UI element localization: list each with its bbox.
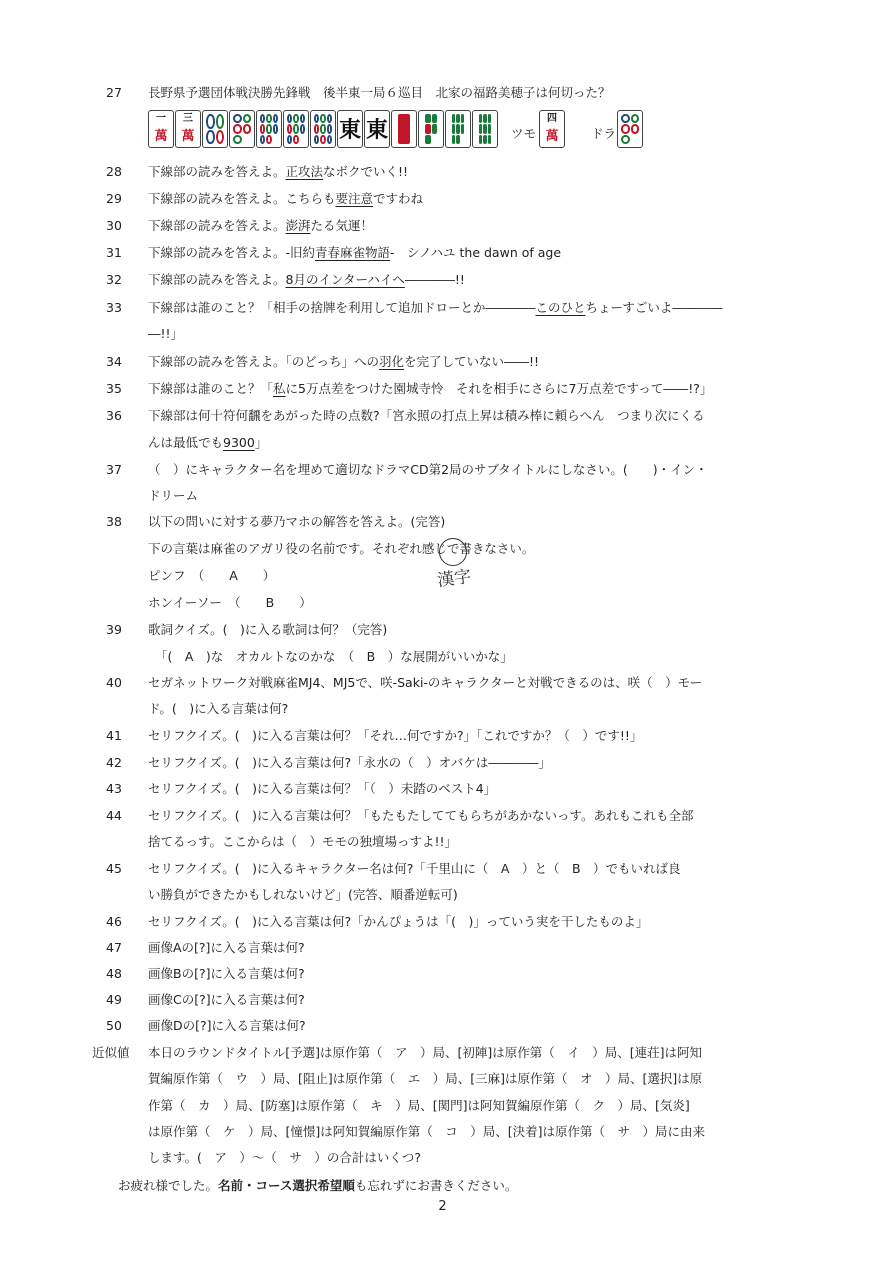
- pin-dot: [327, 124, 332, 133]
- tile-suit: 萬: [181, 129, 195, 144]
- question-text: 下線部は何十符何飜をあがった時の点数?「宮永照の打点上昇は積み棒に頼らへん つまり次にくる: [148, 408, 705, 423]
- hand-tile: [256, 110, 282, 148]
- tile-number: 一: [156, 113, 166, 124]
- question-number: 28: [106, 164, 122, 179]
- hand-tile: [364, 110, 390, 148]
- dora-label: ドラ: [591, 126, 617, 141]
- pin-dot: [273, 114, 278, 123]
- pin-dot: [293, 135, 298, 144]
- mahjong-hand: [148, 110, 668, 154]
- question-text-line4: は原作第（ ケ ）局、[憧憬]は阿知賀編原作第（ コ ）局、[決着]は原作第（ サ ）局に由来: [148, 1124, 706, 1139]
- pin-dot: [327, 135, 332, 144]
- question-text: 画像Dの[?]に入る言葉は何?: [148, 1018, 306, 1033]
- hand-tile: [472, 110, 498, 148]
- sou-stick: [483, 135, 486, 144]
- sou-stick: [425, 124, 431, 133]
- question-text: 以下の問いに対する夢乃マホの解答を答えよ。(完答): [148, 514, 446, 529]
- sou-stick: [456, 124, 459, 133]
- question-text: セリフクイズ。( )に入る言葉は何？「（ ）未踏のベスト4」: [148, 781, 497, 796]
- pin-dot: [287, 114, 292, 123]
- handwritten-note: 漢字: [436, 566, 473, 592]
- underlined-term: 羽化: [379, 354, 405, 369]
- pin-dot: [260, 135, 265, 144]
- pin-dot: [621, 114, 630, 123]
- question-number: 48: [106, 966, 122, 981]
- pin-dot: [287, 135, 292, 144]
- question-text: 画像Aの[?]に入る言葉は何?: [148, 940, 305, 955]
- sou-stick: [479, 114, 482, 123]
- underlined-term: 私: [273, 381, 286, 396]
- pin-dot: [293, 124, 298, 133]
- question-number: 36: [106, 408, 122, 423]
- question-text-line3: ピンフ （ A ）: [148, 568, 276, 583]
- question-number: 37: [106, 462, 122, 477]
- question-number: 30: [106, 218, 122, 233]
- pin-dot: [300, 114, 305, 123]
- pin-dot: [621, 135, 630, 144]
- hand-tile: [445, 110, 471, 148]
- pin-dot: [631, 114, 640, 123]
- tile-honor: 東: [365, 117, 388, 143]
- question-text: セリフクイズ。( )に入る言葉は何？「もたもたしててもらちがあかないっす。あれもこれも全部: [148, 808, 694, 823]
- question-number: 40: [106, 675, 122, 690]
- tile-number: 三: [183, 113, 193, 124]
- sou-stick: [461, 114, 464, 123]
- underlined-term: 澎湃: [285, 218, 311, 233]
- pin-dot: [243, 114, 252, 123]
- sou-stick: [479, 135, 482, 144]
- sou-stick: [452, 135, 455, 144]
- pin-dot: [216, 130, 225, 145]
- sou-stick: [452, 114, 455, 123]
- question-text: （ ）にキャラクター名を埋めて適切なドラマCD第2局のサブタイトルにしなさい。( )・イン・: [148, 462, 708, 477]
- sou-stick: [479, 124, 482, 133]
- pin-dot: [233, 124, 242, 133]
- sou-stick: [452, 124, 455, 133]
- question-text: 歌詞クイズ。( )に入る歌詞は何？（完答): [148, 622, 388, 637]
- tile-number: 四: [547, 113, 557, 124]
- question-text: 本日のラウンドタイトル[予選]は原作第（ ア ）局、[初陣]は原作第（ イ ）局、[連荘]は阿知: [148, 1045, 703, 1060]
- question-number: 45: [106, 861, 122, 876]
- pin-dot: [266, 135, 271, 144]
- underlined-term: 正攻法: [285, 164, 324, 179]
- pin-dot: [314, 114, 319, 123]
- question-number: 41: [106, 728, 122, 743]
- hand-tile: [229, 110, 255, 148]
- underlined-term: このひと: [535, 300, 586, 315]
- question-number: 34: [106, 354, 122, 369]
- pin-dot: [260, 124, 265, 133]
- question-number: 39: [106, 622, 122, 637]
- question-number: 近似値: [92, 1045, 130, 1060]
- pin-dot: [243, 124, 252, 133]
- hand-tile: [202, 110, 228, 148]
- underlined-term: 8月のインターハイへ: [285, 272, 405, 287]
- sou-stick: [483, 124, 486, 133]
- sou-stick: [432, 114, 438, 123]
- sou-stick: [461, 124, 464, 133]
- question-text: 長野県予選団体戦決勝先鋒戦 後半東一局６巡目 北家の福路美穂子は何切った？: [148, 85, 611, 100]
- question-text: 下線部は誰のこと？「相手の捨牌を利用して追加ドローとか――――このひとちょーすごいよ――――: [148, 300, 723, 315]
- question-number: 32: [106, 272, 122, 287]
- pin-dot: [293, 114, 298, 123]
- sou-stick: [425, 114, 431, 123]
- question-text-line2: い勝負ができたかもしれないけど」(完答、順番逆転可): [148, 887, 458, 902]
- sou-stick: [432, 124, 438, 133]
- pin-dot: [260, 114, 265, 123]
- pin-dot: [266, 124, 271, 133]
- question-number: 31: [106, 245, 122, 260]
- sou-stick: [456, 135, 459, 144]
- pin-dot: [621, 124, 630, 133]
- question-number: 50: [106, 1018, 122, 1033]
- question-text: 下線部の読みを答えよ。8月のインターハイへ――――!!: [148, 272, 465, 287]
- question-number: 29: [106, 191, 122, 206]
- question-text-line2: ド。( )に入る言葉は何?: [148, 701, 289, 716]
- question-number: 47: [106, 940, 122, 955]
- question-text: セガネットワーク対戦麻雀MJ4、MJ5で、咲-Saki-のキャラクターと対戦できるのは、咲（ ）モー: [148, 675, 703, 690]
- question-text: 下線部の読みを答えよ。「のどっち」への羽化を完了していない――!!: [148, 354, 540, 369]
- pin-dot: [206, 114, 215, 129]
- question-text: 画像Bの[?]に入る言葉は何?: [148, 966, 305, 981]
- sou-stick: [488, 114, 491, 123]
- underlined-term: 青春麻雀物語: [315, 245, 391, 260]
- question-number: 43: [106, 781, 122, 796]
- question-text-line2: 賀編原作第（ ウ ）局、[阻止]は原作第（ エ ）局、[三麻]は原作第（ オ ）局、[選択]は原: [148, 1071, 703, 1086]
- question-number: 46: [106, 914, 122, 929]
- hand-tile: [148, 110, 174, 148]
- closing-message: お疲れ様でした。名前・コース選択希望順も忘れずにお書きください。: [118, 1178, 518, 1193]
- sou-stick: [488, 135, 491, 144]
- pin-dot: [287, 124, 292, 133]
- pin-dot: [314, 135, 319, 144]
- hand-tile: [418, 110, 444, 148]
- hand-tile: [337, 110, 363, 148]
- pin-dot: [216, 114, 225, 129]
- pin-dot: [314, 124, 319, 133]
- question-text: 下線部は誰のこと？「私に5万点差をつけた園城寺怜 それを相手にさらに7万点差ですって――!?」: [148, 381, 713, 396]
- underlined-term: 9300: [223, 435, 255, 450]
- underlined-term: 要注意: [335, 191, 374, 206]
- question-text-line3: 作第（ カ ）局、[防塞]は原作第（ キ ）局、[関門]は阿知賀編原作第（ ク ）局、[気炎]: [148, 1098, 690, 1113]
- question-text-line4: ホンイーソー （ B ）: [148, 595, 312, 610]
- question-number: 49: [106, 992, 122, 1007]
- sou-stick: [488, 124, 491, 133]
- hand-tile: [175, 110, 201, 148]
- page-number: 2: [438, 1199, 447, 1214]
- pin-dot: [266, 114, 271, 123]
- question-text-line2: んは最低でも9300」: [148, 435, 268, 450]
- tsumo-label: ツモ: [511, 126, 537, 141]
- question-text: セリフクイズ。( )に入る言葉は何?「かんぴょうは「( )」っていう実を干したものよ」: [148, 914, 649, 929]
- question-text-line2: ドリーム: [148, 488, 199, 503]
- question-text: 画像Cの[?]に入る言葉は何?: [148, 992, 305, 1007]
- hand-tile: [391, 110, 417, 148]
- pin-dot: [320, 124, 325, 133]
- question-number: 42: [106, 755, 122, 770]
- pin-dot: [233, 114, 242, 123]
- question-text: 下線部の読みを答えよ。-旧約青春麻雀物語- シノハユ the dawn of age: [148, 245, 562, 260]
- pin-dot: [320, 135, 325, 144]
- question-text: 下線部の読みを答えよ。澎湃たる気運！: [148, 218, 374, 233]
- question-text-line2: 「( A )な オカルトなのかな （ B ）な展開がいいかな」: [155, 649, 513, 664]
- pin-dot: [273, 124, 278, 133]
- question-text-line2: ―!!」: [148, 326, 184, 341]
- tile-honor: 東: [338, 117, 361, 143]
- dora-tile: [617, 110, 643, 148]
- hand-tile: [310, 110, 336, 148]
- sou-stick: [483, 114, 486, 123]
- question-text: セリフクイズ。( )に入るキャラクター名は何?「千里山に（ A ）と（ B ）でもいれば良: [148, 861, 681, 876]
- question-number: 27: [106, 85, 122, 100]
- question-text-line2: 下の言葉は麻雀のアガリ役の名前です。それぞれ感じで書きなさい。: [148, 541, 535, 556]
- question-text-line2: 捨てるっす。ここからは（ ）モモの独壇場っすよ!!」: [148, 834, 458, 849]
- pin-dot: [206, 130, 215, 145]
- question-text: セリフクイズ。( )に入る言葉は何?「永水の（ ）オバケは――――」: [148, 755, 551, 770]
- pin-dot: [327, 114, 332, 123]
- pin-dot: [631, 124, 640, 133]
- question-text: 下線部の読みを答えよ。正攻法なボクでいく!!: [148, 164, 409, 179]
- question-number: 44: [106, 808, 122, 823]
- question-text: セリフクイズ。( )に入る言葉は何？「それ…何ですか?」「これですか？（ ）です!!」: [148, 728, 643, 743]
- tile-suit: 萬: [545, 129, 559, 144]
- pin-dot: [300, 124, 305, 133]
- sou-stick: [398, 114, 410, 144]
- pin-dot: [233, 135, 242, 144]
- question-number: 38: [106, 514, 122, 529]
- sou-stick: [425, 135, 431, 144]
- question-text-line5: します。( ア ）～（ サ ）の合計はいくつ?: [148, 1150, 422, 1165]
- closing-bold: 名前・コース選択希望順: [218, 1178, 355, 1193]
- hand-tile: [283, 110, 309, 148]
- pin-dot: [320, 114, 325, 123]
- tile-suit: 萬: [154, 129, 168, 144]
- question-number: 33: [106, 300, 122, 315]
- question-text: 下線部の読みを答えよ。こちらも要注意ですわね: [148, 191, 424, 206]
- sou-stick: [456, 114, 459, 123]
- tsumo-tile: [539, 110, 565, 148]
- question-number: 35: [106, 381, 122, 396]
